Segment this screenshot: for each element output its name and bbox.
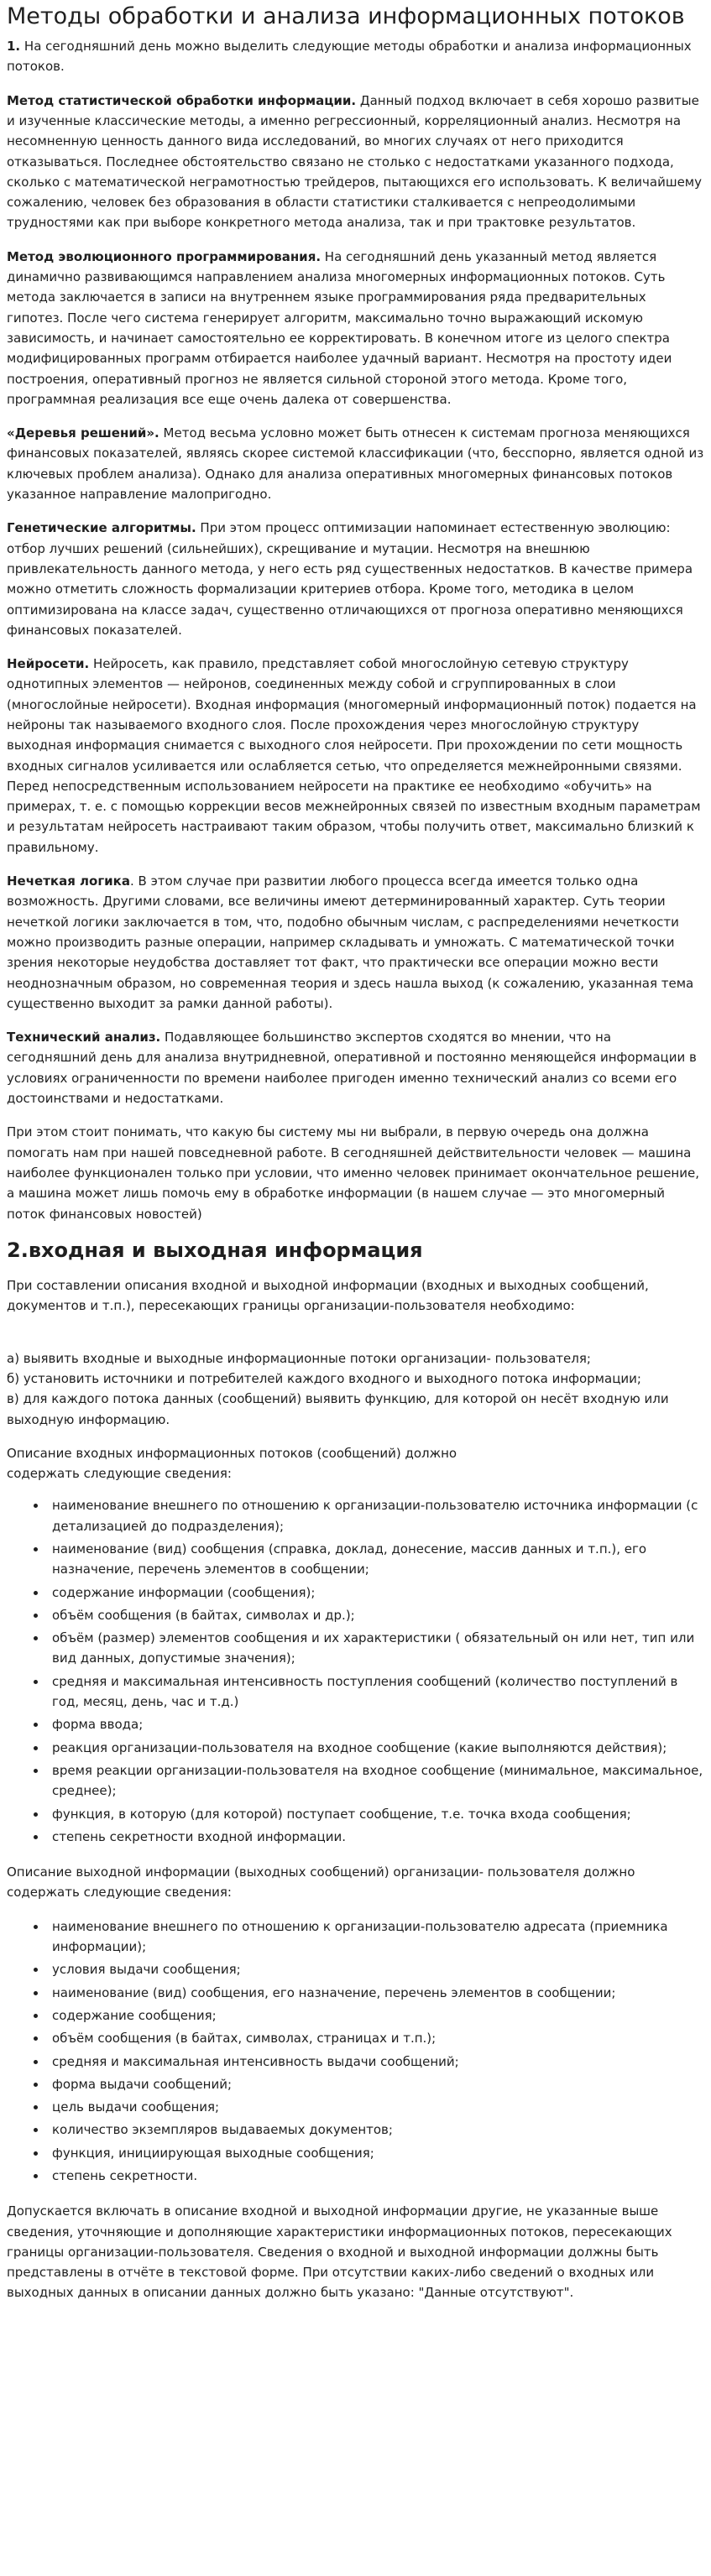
input-intro-line1: Описание входных информационных потоков (сообщений) должно bbox=[7, 1445, 457, 1461]
closing-paragraph: Допускается включать в описание входной и выходной информации другие, не указанные выше сведения, уточняющие и дополняющие характеристики информационных потоков, пересекающих границы организации-пользователя. Сведения о входной и выходной информации должны быть представлены в отчёте в текстовой форме. При отсутствии каких-либо сведений о входных или выходных данных в описании данных должно быть указано: "Данные отсутствуют". bbox=[7, 2203, 672, 2301]
method-evolutionary bbox=[7, 247, 704, 409]
input-info-list bbox=[7, 1495, 704, 1847]
section2-intro: При составлении описания входной и выходной информации (входных и выходных сообщений, документов и т.п.), пересекающих границы организации-пользователя необходимо: bbox=[7, 1278, 649, 1314]
output-info-list bbox=[7, 1916, 704, 2187]
method-fuzzy-logic bbox=[7, 871, 704, 1014]
list-item: • функция, инициирующая выходные сообщения; bbox=[47, 2143, 704, 2163]
list-item: • наименование (вид) сообщения (справка, доклад, донесение, массив данных и т.п.), его назначение, перечень элементов в сообщении; bbox=[47, 1539, 704, 1580]
section1-intro: 1. На сегодняшний день можно выделить следующие методы обработки и анализа информационных потоков. bbox=[7, 39, 692, 75]
method-name: Нечеткая логика bbox=[7, 873, 130, 889]
input-intro-line2: содержать следующие сведения: bbox=[7, 1466, 232, 1482]
method-name: Генетические алгоритмы. bbox=[7, 520, 196, 536]
list-item: • содержание информации (сообщения); bbox=[47, 1583, 704, 1603]
step-c: в) для каждого потока данных (сообщений) выявить функцию, для которой он несёт входную или выходную информацию. bbox=[7, 1391, 669, 1427]
step-a: а) выявить входные и выходные информационные потоки организации- пользователя; bbox=[7, 1350, 591, 1366]
method-name: Метод статистической обработки информации. bbox=[7, 92, 357, 108]
list-item: • наименование внешнего по отношению к организации-пользователю адресата (приемника информации); bbox=[47, 1916, 704, 1958]
list-item: • время реакции организации-пользователя на входное сообщение (минимальное, максимальное, среднее); bbox=[47, 1760, 704, 1802]
method-neural-networks bbox=[7, 654, 704, 858]
method-text: На сегодняшний день указанный метод является динамично развивающимся направлением анализа многомерных информационных потоков. Суть метода заключается в записи на внутреннем языке программирования ряда предварительных гипотез. После чего система генерирует алгоритм, максимально точно выражающий искомую зависимость, и начинает самостоятельно ее корректировать. В конечном итоге из целого спектра модифицированных программ отбирается наиболее удачный вариант. Несмотря на простоту идеи построения, оперативный прогноз не является сильной стороной этого метода. Кроме того, программная реализация все еще очень далека от совершенства. bbox=[7, 248, 672, 407]
method-statistical bbox=[7, 91, 704, 233]
method-name: Нейросети. bbox=[7, 656, 90, 672]
section1-number: 1. bbox=[7, 39, 21, 55]
method-technical-analysis bbox=[7, 1027, 704, 1108]
list-item: • наименование (вид) сообщения, его назначение, перечень элементов в сообщении; bbox=[47, 1983, 704, 2003]
method-text: При этом процесс оптимизации напоминает естественную эволюцию: отбор лучших решений (сильнейших), скрещивание и мутации. Несмотря на внешнюю привлекательность данного метода, у него есть ряд существенных недостатков. В качестве примера можно отметить сложность формализации критериев отбора. Кроме того, методика в целом оптимизирована на классе задач, существенно отличающихся от прогноза оперативно меняющихся финансовых показателей. bbox=[7, 520, 693, 638]
list-item: • функция, в которую (для которой) поступает сообщение, т.е. точка входа сообщения; bbox=[47, 1804, 704, 1824]
section1-conclusion: При этом стоит понимать, что какую бы систему мы ни выбрали, в первую очередь она должна помогать нам при нашей повседневной работе. В сегодняшней действительности человек — машина наиболее функционален только при условии, что именно человек принимает окончательное решение, а машина может лишь помочь ему в обработке информации (в нашем случае — это многомерный поток финансовых новостей) bbox=[7, 1124, 699, 1222]
method-decision-trees bbox=[7, 423, 704, 504]
list-item: • форма выдачи сообщений; bbox=[47, 2074, 704, 2094]
list-item: • степень секретности. bbox=[47, 2166, 704, 2186]
page-title: Методы обработки и анализа информационных потоков bbox=[7, 3, 685, 29]
method-text: Данный подход включает в себя хорошо развитые и изученные классические методы, а именно регрессионный, корреляционный анализ. Несмотря на несомненную ценность данного вида исследований, во многих случаях от него приходится отказываться. Последнее обстоятельство связано не столько с недостатками указанного подхода, сколько с математической неграмотностью трейдеров, пытающихся его использовать. К величайшему сожалению, человек без образования в области статистики сталкивается с непреодолимыми трудностями как при выборе конкретного метода анализа, так и при трактовке результатов. bbox=[7, 92, 703, 231]
list-item: • количество экземпляров выдаваемых документов; bbox=[47, 2120, 704, 2140]
method-genetic bbox=[7, 518, 704, 640]
method-text: Подавляющее большинство экспертов сходятся во мнении, что на сегодняшний день для анализа внутридневной, оперативной и постоянно меняющейся информации в условиях ограниченности по времени наиболее пригоден именно технический анализ со всеми его достоинствами и недостатками. bbox=[7, 1030, 697, 1107]
list-item: • содержание сообщения; bbox=[47, 2005, 704, 2026]
list-item: • средняя и максимальная интенсивность выдачи сообщений; bbox=[47, 2052, 704, 2072]
output-intro: Описание выходной информации (выходных сообщений) организации- пользователя должно содержать следующие сведения: bbox=[7, 1864, 635, 1901]
method-text: Нейросеть, как правило, представляет собой многослойную сетевую структуру однотипных элементов — нейронов, соединенных между собой и сгруппированных в слои (многослойные нейросети). Входная информация (многомерный информационный поток) подается на нейроны так называемого входного слоя. После прохождения через многослойную структуру выходная информация снимается с выходного слоя нейросети. При прохождении по сети мощность входных сигналов усиливается или ослабляется сетью, что определяется межнейронными связями. Перед непосредственным использованием нейросети на практике ее необходимо «обучить» на примерах, т. е. с помощью коррекции весов межнейронных связей по известным входным параметрам и результатам нейросеть настраивают таким образом, чтобы получить ответ, максимально близкий к правильному. bbox=[7, 656, 701, 855]
list-item: • реакция организации-пользователя на входное сообщение (какие выполняются действия); bbox=[47, 1738, 704, 1758]
list-item: • объём сообщения (в байтах, символах и др.); bbox=[47, 1605, 704, 1625]
method-text: Метод весьма условно может быть отнесен к системам прогноза меняющихся финансовых показателей, являясь скорее системой классификации (что, бесспорно, является одной из ключевых проблем анализа). Однако для анализа оперативных многомерных финансовых потоков указанное направление малопригодно. bbox=[7, 425, 704, 503]
method-name: «Деревья решений». bbox=[7, 425, 159, 441]
method-name: Технический анализ. bbox=[7, 1030, 161, 1046]
step-b: б) установить источники и потребителей каждого входного и выходного потока информации; bbox=[7, 1370, 641, 1386]
list-item: • степень секретности входной информации. bbox=[47, 1827, 704, 1847]
spacer bbox=[7, 1330, 704, 1348]
document-page bbox=[0, 2, 711, 2325]
list-item: • условия выдачи сообщения; bbox=[47, 1959, 704, 1979]
method-name: Метод эволюционного программирования. bbox=[7, 248, 322, 264]
section2-heading: 2.входная и выходная информация bbox=[7, 1238, 423, 1262]
method-text: . В этом случае при развитии любого процесса всегда имеется только одна возможность. Другими словами, все величины имеют детерминированный характер. Суть теории нечеткой логики заключается в том, что, подобно обычным числам, с распределениями нечеткости можно производить разные операции, например складывать и умножать. С математической точки зрения некоторые неудобства доставляет тот факт, что практически все операции можно вести неоднозначным образом, но современная теория и здесь нашла выход (к сожалению, указанная тема существенно выходит за рамки данной работы). bbox=[7, 873, 694, 1011]
list-item: • объём сообщения (в байтах, символах, страницах и т.п.); bbox=[47, 2028, 704, 2048]
list-item: • форма ввода; bbox=[47, 1714, 704, 1734]
list-item: • средняя и максимальная интенсивность поступления сообщений (количество поступлений в год, месяц, день, час и т.д.) bbox=[47, 1671, 704, 1713]
list-item: • цель выдачи сообщения; bbox=[47, 2097, 704, 2117]
list-item: • объём (размер) элементов сообщения и их характеристики ( обязательный он или нет, тип или вид данных, допустимые значения); bbox=[47, 1628, 704, 1669]
list-item: • наименование внешнего по отношению к организации-пользователю источника информации (с детализацией до подразделения); bbox=[47, 1495, 704, 1536]
